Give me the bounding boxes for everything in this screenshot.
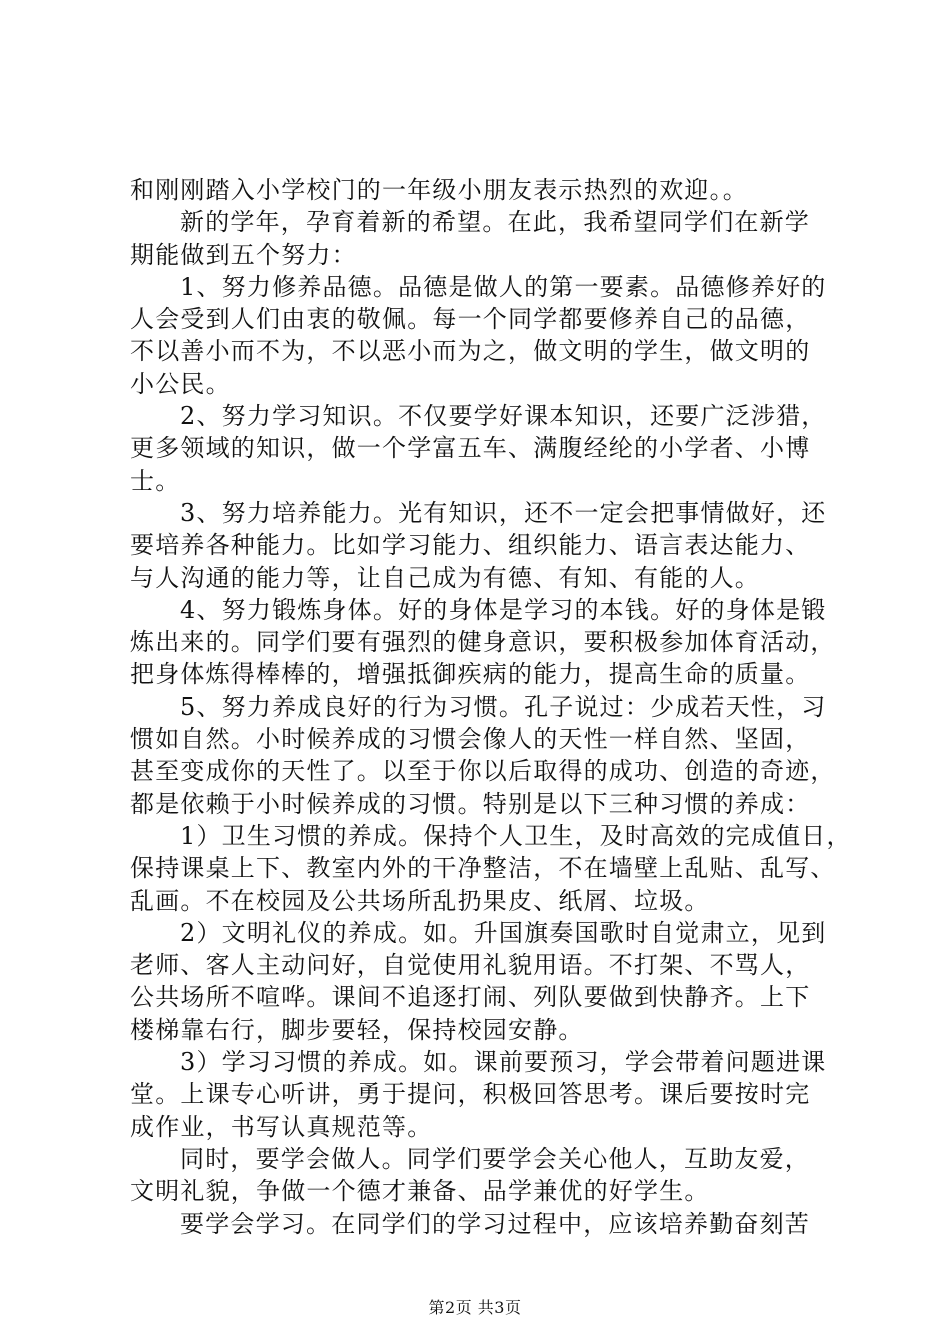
document-body	[130, 174, 852, 1240]
body-line: 老师、客人主动问好，自觉使用礼貌用语。不打架、不骂人，	[130, 951, 811, 980]
body-line: 楼梯靠右行，脚步要轻，保持校园安静。	[130, 1015, 584, 1044]
body-line: 成作业，书写认真规范等。	[130, 1112, 433, 1141]
body-line: 3、努力培养能力。光有知识，还不一定会把事情做好，还	[180, 498, 827, 527]
body-line: 保持课桌上下、教室内外的干净整洁，不在墙壁上乱贴、乱写、	[130, 854, 836, 883]
body-line: 新的学年，孕育着新的希望。在此，我希望同学们在新学	[180, 208, 810, 237]
body-line: 1）卫生习惯的养成。保持个人卫生，及时高效的完成值日，	[180, 821, 852, 850]
body-line: 1、努力修养品德。品德是做人的第一要素。品德修养好的	[180, 272, 827, 301]
body-line: 甚至变成你的天性了。以至于你以后取得的成功、创造的奇迹，	[130, 757, 836, 786]
body-line: 3）学习习惯的养成。如。课前要预习，学会带着问题进课	[180, 1048, 827, 1077]
body-line: 乱画。不在校园及公共场所乱扔果皮、纸屑、垃圾。	[130, 886, 710, 915]
body-line: 文明礼貌，争做一个德才兼备、品学兼优的好学生。	[130, 1177, 710, 1206]
body-line: 公共场所不喧哗。课间不追逐打闹、列队要做到快静齐。上下	[130, 983, 811, 1012]
body-line: 小公民。	[130, 369, 231, 398]
body-line: 与人沟通的能力等，让自己成为有德、有知、有能的人。	[130, 563, 760, 592]
body-line: 同时，要学会做人。同学们要学会关心他人，互助友爱，	[180, 1144, 810, 1173]
body-line: 和刚刚踏入小学校门的一年级小朋友表示热烈的欢迎。。	[130, 176, 748, 204]
body-line: 5、努力养成良好的行为习惯。孔子说过：少成若天性，习	[180, 692, 827, 721]
page-footer: 第2页 共3页	[428, 1298, 522, 1317]
body-line: 堂。上课专心听讲，勇于提问，积极回答思考。课后要按时完	[130, 1080, 811, 1109]
body-line: 2）文明礼仪的养成。如。升国旗奏国歌时自觉肃立，见到	[180, 918, 827, 947]
body-line: 4、努力锻炼身体。好的身体是学习的本钱。好的身体是锻	[180, 595, 827, 624]
body-line: 都是依赖于小时候养成的习惯。特别是以下三种习惯的养成：	[130, 789, 811, 818]
body-line: 把身体炼得棒棒的，增强抵御疾病的能力，提高生命的质量。	[130, 660, 811, 689]
body-line: 士。	[130, 466, 181, 495]
body-line: 要培养各种能力。比如学习能力、组织能力、语言表达能力、	[130, 531, 811, 560]
body-line: 人会受到人们由衷的敬佩。每一个同学都要修养自己的品德，	[130, 305, 811, 334]
body-line: 期能做到五个努力：	[130, 240, 357, 269]
body-line: 惯如自然。小时候养成的习惯会像人的天性一样自然、坚固，	[130, 725, 811, 754]
body-line: 2、努力学习知识。不仅要学好课本知识，还要广泛涉猎，	[180, 402, 827, 431]
body-line: 更多领域的知识，做一个学富五车、满腹经纶的小学者、小博	[130, 434, 811, 463]
body-line: 炼出来的。同学们要有强烈的健身意识，要积极参加体育活动，	[130, 628, 836, 657]
body-line: 要学会学习。在同学们的学习过程中，应该培养勤奋刻苦	[180, 1209, 810, 1238]
body-line: 不以善小而不为，不以恶小而为之，做文明的学生，做文明的	[130, 337, 811, 366]
